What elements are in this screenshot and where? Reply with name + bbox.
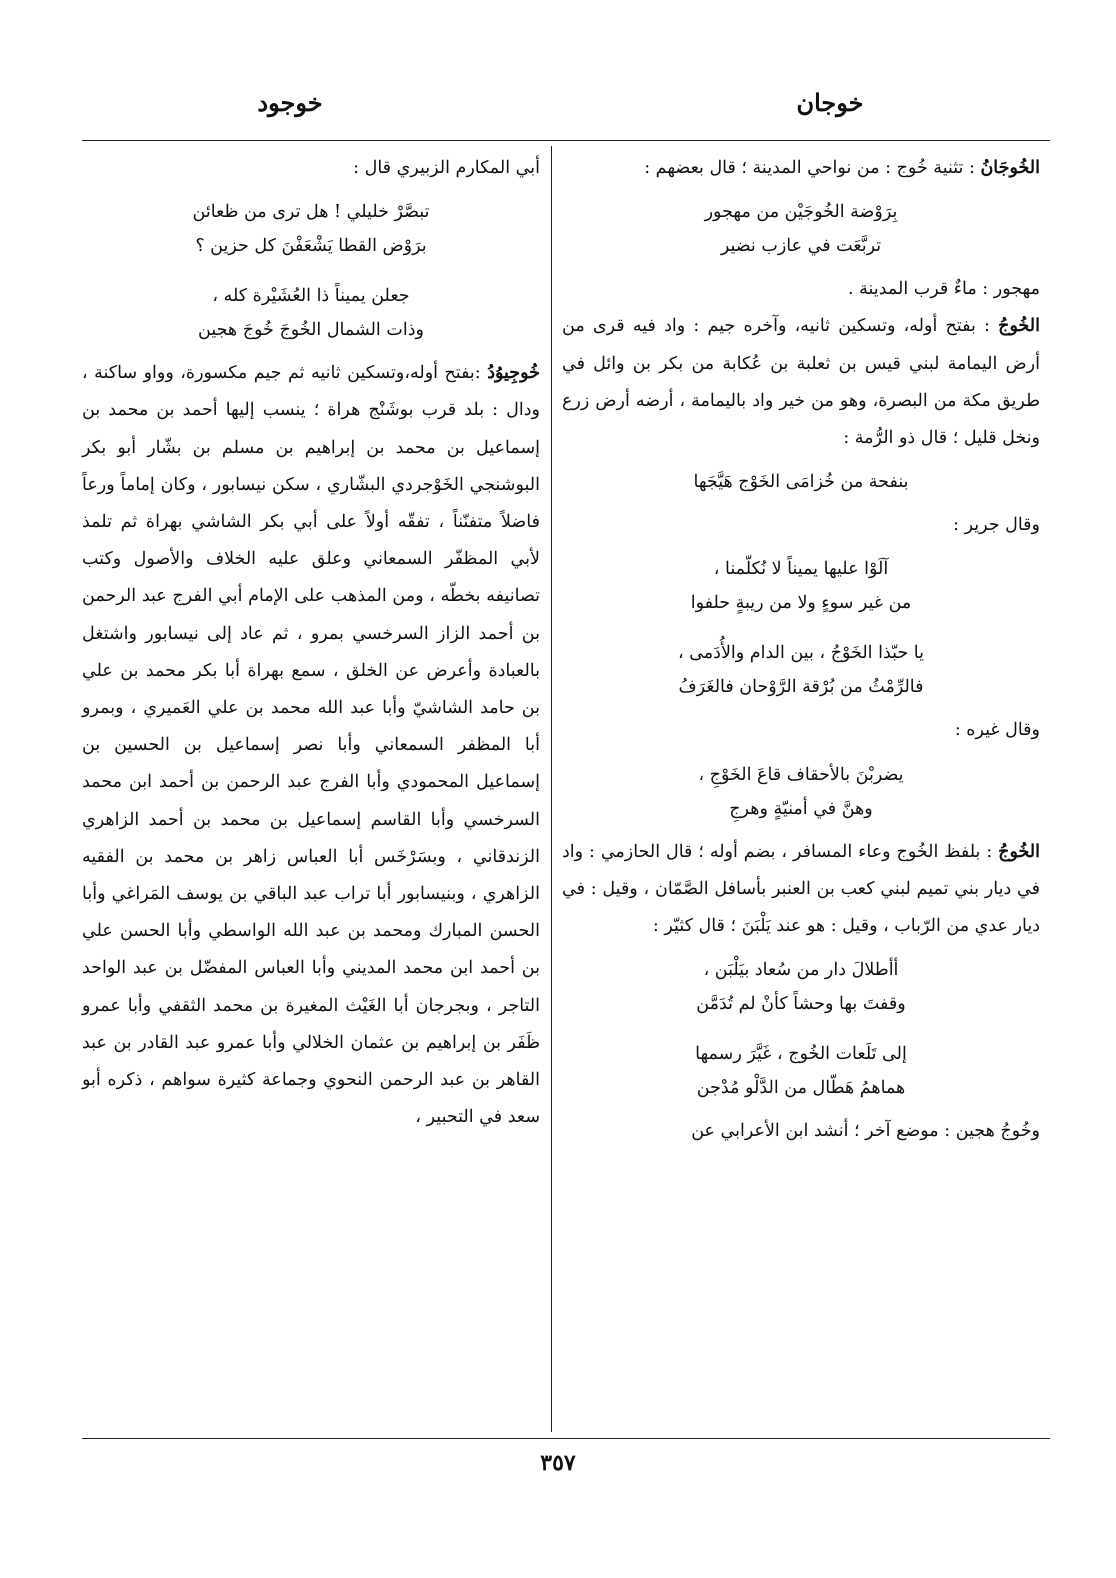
verse-spacing <box>562 187 1040 195</box>
left-column <box>82 150 540 1136</box>
dictionary-entry <box>562 308 1040 457</box>
text-paragraph <box>562 712 1040 749</box>
verse-block <box>562 552 1040 620</box>
entry-text: وخُوجُ هجين : موضع آخر ؛ أنشد ابن الأعرابي عن <box>691 1121 1040 1142</box>
text-paragraph <box>562 507 1040 544</box>
verse-hemistich: بِرَوْضة الخُوجَيْن من مهجور <box>704 202 898 223</box>
verse-spacing <box>562 544 1040 552</box>
verse-spacing <box>562 1105 1040 1113</box>
verse-block <box>562 1037 1040 1105</box>
verse-hemistich: أأطلالَ دار من سُعاد بيَلْبَن ، <box>703 960 899 981</box>
verse-block <box>562 758 1040 826</box>
verse-spacing <box>82 263 540 271</box>
verse-spacing <box>82 347 540 355</box>
verse-hemistich: يضربْنَ بالأحقاف قاعَ الخَوْجِ ، <box>698 764 904 785</box>
column-divider <box>551 146 552 1432</box>
text-paragraph <box>562 271 1040 308</box>
right-column <box>562 150 1040 1150</box>
verse-hemistich: فالرِّمْثُ من بُرْقة الرَّوْحان فالغَرَفُ <box>678 677 924 698</box>
verse-spacing <box>562 945 1040 953</box>
entry-text: وقال غيره : <box>954 720 1040 741</box>
page-header <box>0 78 1116 128</box>
verse-hemistich: تبصَّرْ خليلي ! هل ترى من ظعائن <box>192 202 430 223</box>
verse-hemistich: آلَوْا عليها يميناً لا نُكلّمنا ، <box>713 559 889 580</box>
dictionary-entry <box>82 355 540 1136</box>
verse-spacing <box>562 1029 1040 1037</box>
dictionary-entry <box>562 834 1040 946</box>
verse-block <box>82 279 540 347</box>
verse-hemistich: إلى تَلَعات الخُوج ، غَيَّرَ رسمها <box>695 1044 907 1065</box>
verse-block <box>562 636 1040 704</box>
verse-spacing <box>562 750 1040 758</box>
verse-hemistich: تربَّعَت في عازب نضير <box>720 236 882 257</box>
running-head-left: خوجود <box>257 88 323 117</box>
bottom-rule <box>82 1438 1050 1439</box>
entry-headword: الخُوجُ <box>998 316 1040 337</box>
verse-spacing <box>82 187 540 195</box>
entry-text: :بفتح أوله،وتسكين ثانيه ثم جيم مكسورة، وواو ساكنة ، ودال : بلد قرب بوشَنْج هراة ؛ ينسب إليها أحمد بن محمد بن إسماعيل بن محمد بن إبراهيم بن مسلم بن بشّار أبو بكر البوشنجي الخَوْجردي البشّاري ، سكن نيسابور ، وكان إماماً ورعاً فاضلاً متفنّناً ، تفقّه أولاً على أبي بكر الشاشي بهراة ثم تلمذ لأبي المظفّر السمعاني وعلق عليه الخلاف والأصول وكتب تصانيفه بخطّه ، ومن المذهب على الإمام أبي الفرج عبد الرحمن بن أحمد الزاز السرخسي بمرو ، ثم عاد إلى نيسابور واشتغل بالعبادة وأعرض عن الخلق ، سمع بهراة أبا بكر محمد بن علي بن حامد الشاشيّ وأبا عبد الله محمد بن علي العَميري ، وبمرو أبا المظفر السمعاني وأبا نصر إسماعيل بن الحسين بن إسماعيل المحمودي وأبا الفرج عبد الرحمن بن أحمد ابن محمد السرخسي وأبا القاسم إسماعيل بن محمد بن أحمد الزاهري الزندقاني ، وبسَرْخَس أبا العباس زاهر بن محمد بن الفقيه الزاهري ، وبنيسابور أبا تراب عبد الباقي بن يوسف المَراغي وأبا الحسن المبارك ومحمد بن عبد الله الواسطي وأبا الحسن علي بن أحمد ابن محمد المديني وأبا العباس المفضّل بن عبد الواحد التاجر ، وبجرجان أبا الغَيْث المغيرة بن محمد الثقفي وأبا عمرو ظَفَر بن إبراهيم بن عثمان الخلالي وأبا عمرو عبد القادر بن عبد القاهر بن عبد الرحمن النحوي وجماعة كثيرة سواهم ، ذكره أبو سعد في التحبير ، <box>82 363 540 1128</box>
verse-hemistich: جعلن يميناً ذا العُشَيْرة كله ، <box>212 286 410 307</box>
entry-text: أبي المكارم الزبيري قال : <box>353 158 540 178</box>
verse-spacing <box>562 457 1040 465</box>
entry-text: : بلفظ الخُوج وعاء المسافر ، بضم أوله ؛ قال الحازمي : واد في ديار بني تميم لبني كعب بن العنبر بأسافل الصَّمّان ، وقيل : في ديار عدي من الرّباب ، وقيل : هو عند يَلْبَنَ ؛ قال كثيّر : <box>562 841 1040 937</box>
text-paragraph <box>562 1113 1040 1150</box>
verse-spacing <box>562 628 1040 636</box>
verse-hemistich: برَوْض القطا يَشْعَفْنَ كل حزين ؟ <box>195 236 427 257</box>
verse-spacing <box>562 263 1040 271</box>
verse-block <box>562 195 1040 263</box>
entry-text: : بفتح أوله، وتسكين ثانيه، وآخره جيم : واد فيه قرى من أرض اليمامة لبني قيس بن ثعلبة بن عُكابة من بكر بن وائل في طريق مكة من البصرة، وهو من خير واد باليمامة ، أرضه أرض زرع ونخل قليل ؛ قال ذو الرُّمة : <box>562 316 1040 449</box>
entry-headword: خُوجِيوُدُ <box>487 363 540 384</box>
verse-hemistich: وقفتَ بها وحشاً كأنْ لم تُدَمَّن <box>696 994 906 1015</box>
dictionary-entry <box>562 150 1040 187</box>
verse-hemistich: وذات الشمال الخُوجَ خُوجَ هجين <box>198 320 424 341</box>
verse-spacing <box>562 499 1040 507</box>
running-head-right: خوجان <box>796 88 864 117</box>
verse-spacing <box>562 1021 1040 1029</box>
entry-headword: الخُوجَانُ <box>980 158 1040 178</box>
entry-text: وقال جرير : <box>953 515 1040 536</box>
verse-spacing <box>562 704 1040 712</box>
verse-spacing <box>562 826 1040 834</box>
page-number: ٣٥٧ <box>540 1450 576 1476</box>
text-paragraph <box>82 150 540 187</box>
verse-block <box>562 953 1040 1021</box>
verse-block <box>82 195 540 263</box>
verse-hemistich: وهنَّ في أمنيّةٍ وهرجِ <box>729 798 873 819</box>
verse-hemistich: بنفحة من خُزامَى الخَوْج هَيَّجَها <box>693 472 909 493</box>
verse-spacing <box>562 620 1040 628</box>
verse-block <box>562 465 1040 499</box>
verse-spacing <box>82 271 540 279</box>
entry-headword: الخُوجُ <box>998 841 1040 862</box>
entry-text: : تثنية خُوج : من نواحي المدينة ؛ قال بعضهم : <box>644 158 975 178</box>
entry-text: مهجور : ماءٌ قرب المدينة . <box>848 279 1040 300</box>
top-rule <box>82 140 1050 141</box>
verse-hemistich: من غير سوءٍ ولا من ريبةٍ حلفوا <box>690 593 912 614</box>
verse-hemistich: يا حبّذا الخَوْجُ ، بين الدام والأُدَمى ، <box>677 643 924 664</box>
verse-hemistich: هماهمُ هَطّال من الدَّلْو مُدْجن <box>696 1078 906 1099</box>
